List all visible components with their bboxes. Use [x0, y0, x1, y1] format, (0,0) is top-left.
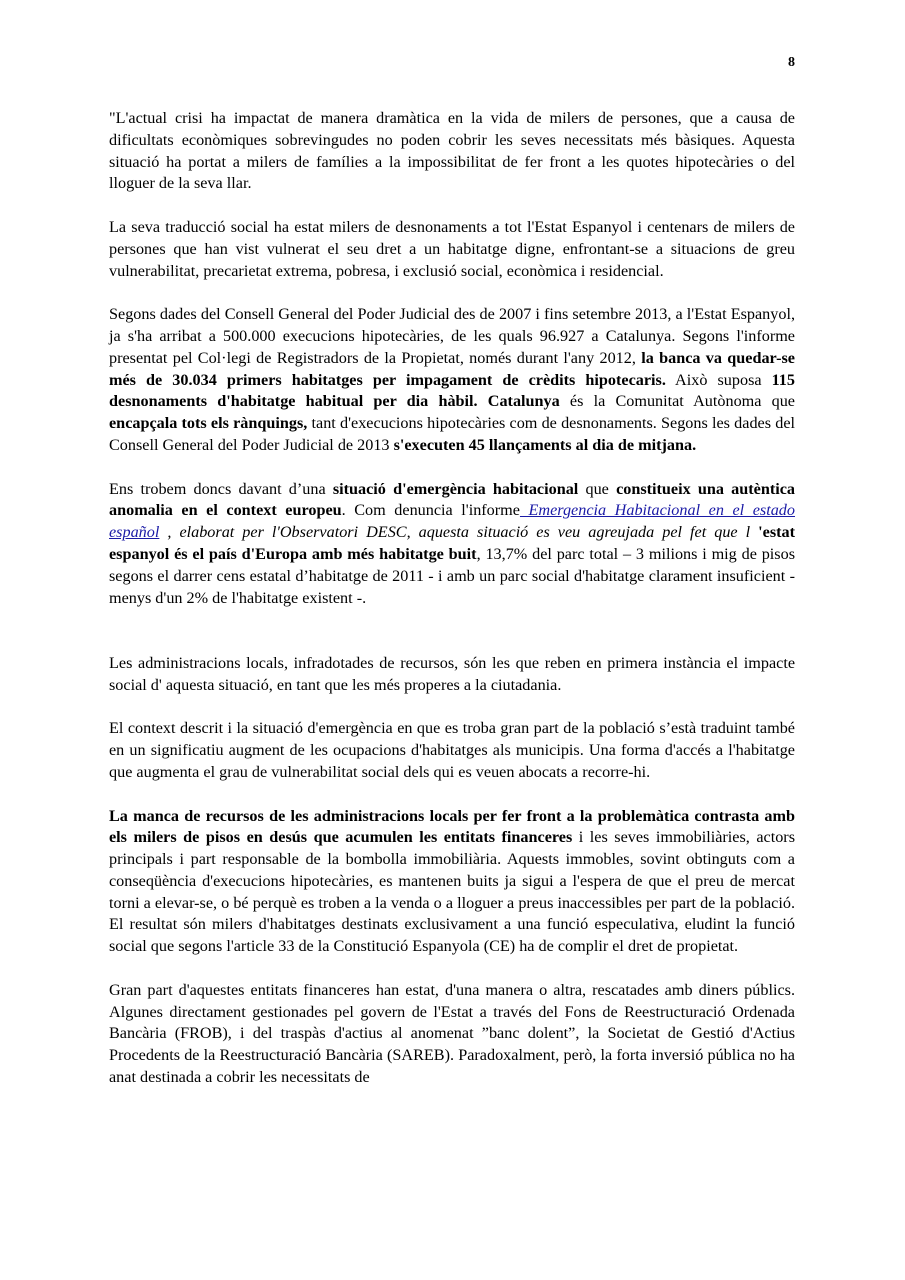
text-span: Segons dades del Consell General del Poder Judicial des de 2007 i fins setembre 2013, a l'Estat Espanyol, ja s'ha arribat a 500.000 execucions hipotecàries, de les quals 96.927 a Catalunya. Segons l'informe presentat pel Col·legi de Registradors de la Propietat, només durant l'any 2012, — [109, 305, 795, 367]
bold-span: situació d'emergència habitacional — [332, 479, 579, 498]
text-span: , 13,7% del parc total – 3 milions i mig de pisos segons el darrer cens estatal d’habitatge de 2011 - i amb un parc social d'habitatge clarament insuficient - menys d'un 2% de l'habitatge existent -. — [109, 544, 796, 607]
text-span: Ens trobem doncs davant d’una — [109, 479, 333, 498]
bold-span: la banca va quedar-se més de 30.034 primers habitatges per impagament de crèdits hipotecaris. — [109, 348, 795, 389]
italic-span: , elaborat per l'Observatori DESC, aquesta situació es veu agreujada pel fet que l — [159, 523, 759, 542]
text-span: Això suposa — [665, 370, 772, 389]
text-span: i les seves immobiliàries, actors principals i part responsable de la bombolla immobiliària. Aquests immobles, sovint obtinguts com a conseqüència d'execucions hipotecàries, es mantenen buits ja sigui a l'espera de que el preu de mercat torni a elevar-se, o bé perquè es troben a la venda o a lloguer a preus inaccessibles per part de la població. El resultat són milers d'habitatges destinats exclusivament a una funció especulativa, eludint la funció social que segons l'article 33 de la Constitució Espanyola (CE) ha de complir el dret de propietat. — [109, 828, 795, 956]
bold-span: La manca de recursos de les administracions locals per fer front a la problemàtica contrasta amb els milers de pisos en desús que acumulen les entitats financeres — [109, 806, 795, 847]
paragraph-housing-emergency — [109, 479, 795, 610]
bold-span: s'executen 45 llançaments al dia de mitjana. — [393, 435, 697, 454]
paragraph-bank-rescue: Gran part d'aquestes entitats financeres han estat, d'una manera o altra, rescatades amb diners públics. Algunes directament gestionades pel govern de l'Estat a través del Fons de Reestructuració Ordenada Bancària (FROB), i del traspàs d'actius al anomenat ”banc dolent”, la Societat de Gestió d'Actius Procedents de la Reestructuració Bancària (SAREB). Paradoxalment, però, la forta inversió pública no ha anat destinada a cobrir les necessitats de — [109, 980, 795, 1087]
text-span: que — [578, 479, 617, 498]
bold-span: 115 desnonaments d'habitatge habitual per dia hàbil. Catalunya — [109, 370, 795, 411]
page-number: 8 — [788, 55, 795, 70]
document-body — [109, 108, 795, 1111]
paragraph-social-translation: La seva traducció social ha estat milers de desnonaments a tot l'Estat Espanyol i centenars de milers de persones que han vist vulnerat el seu dret a un habitatge digne, enfrontant-se a situacions de greu vulnerabilitat, precarietat extrema, pobresa, i exclusió social, econòmica i residencial. — [109, 217, 795, 280]
paragraph-occupations: El context descrit i la situació d'emergència en que es troba gran part de la població s’està traduint també en un significatiu augment de les ocupacions d'habitatges als municipis. Una forma d'accés a l'habitatge que augmenta el grau de vulnerabilitat social dels qui es veuen abocats a recorre-hi. — [109, 719, 795, 781]
text-span: tant d'execucions hipotecàries com de desnonaments. Segons les dades del Consell General del Poder Judicial de 2013 — [109, 414, 795, 454]
paragraph-judicial-data — [109, 304, 795, 457]
paragraph-crisis-impact: "L'actual crisi ha impactat de manera dramàtica en la vida de milers de persones, que a causa de dificultats econòmiques sobrevingudes no poden cobrir les seves necessitats més bàsiques. Aquesta situació ha portat a milers de famílies a la impossibilitat de fer front a les quotes hipotecàries o del lloguer de la seva llar. — [109, 109, 795, 193]
bold-span: constitueix una autèntica anomalia en el context europeu — [109, 479, 796, 520]
bold-span: encapçala tots els rànquings, — [109, 414, 308, 433]
bold-span: 'estat espanyol és el país d'Europa amb més habitatge buit — [109, 523, 795, 563]
report-link[interactable]: Emergencia Habitacional en el estado español — [109, 501, 795, 542]
paragraph-empty-flats — [109, 806, 795, 959]
text-span: és la Comunitat Autònoma que — [559, 392, 795, 411]
text-span: . Com denuncia l'informe — [341, 501, 520, 520]
paragraph-local-administrations: Les administracions locals, infradotades de recursos, són les que reben en primera instància el impacte social d' aquesta situació, en tant que les més properes a la ciutadania. — [109, 653, 795, 694]
